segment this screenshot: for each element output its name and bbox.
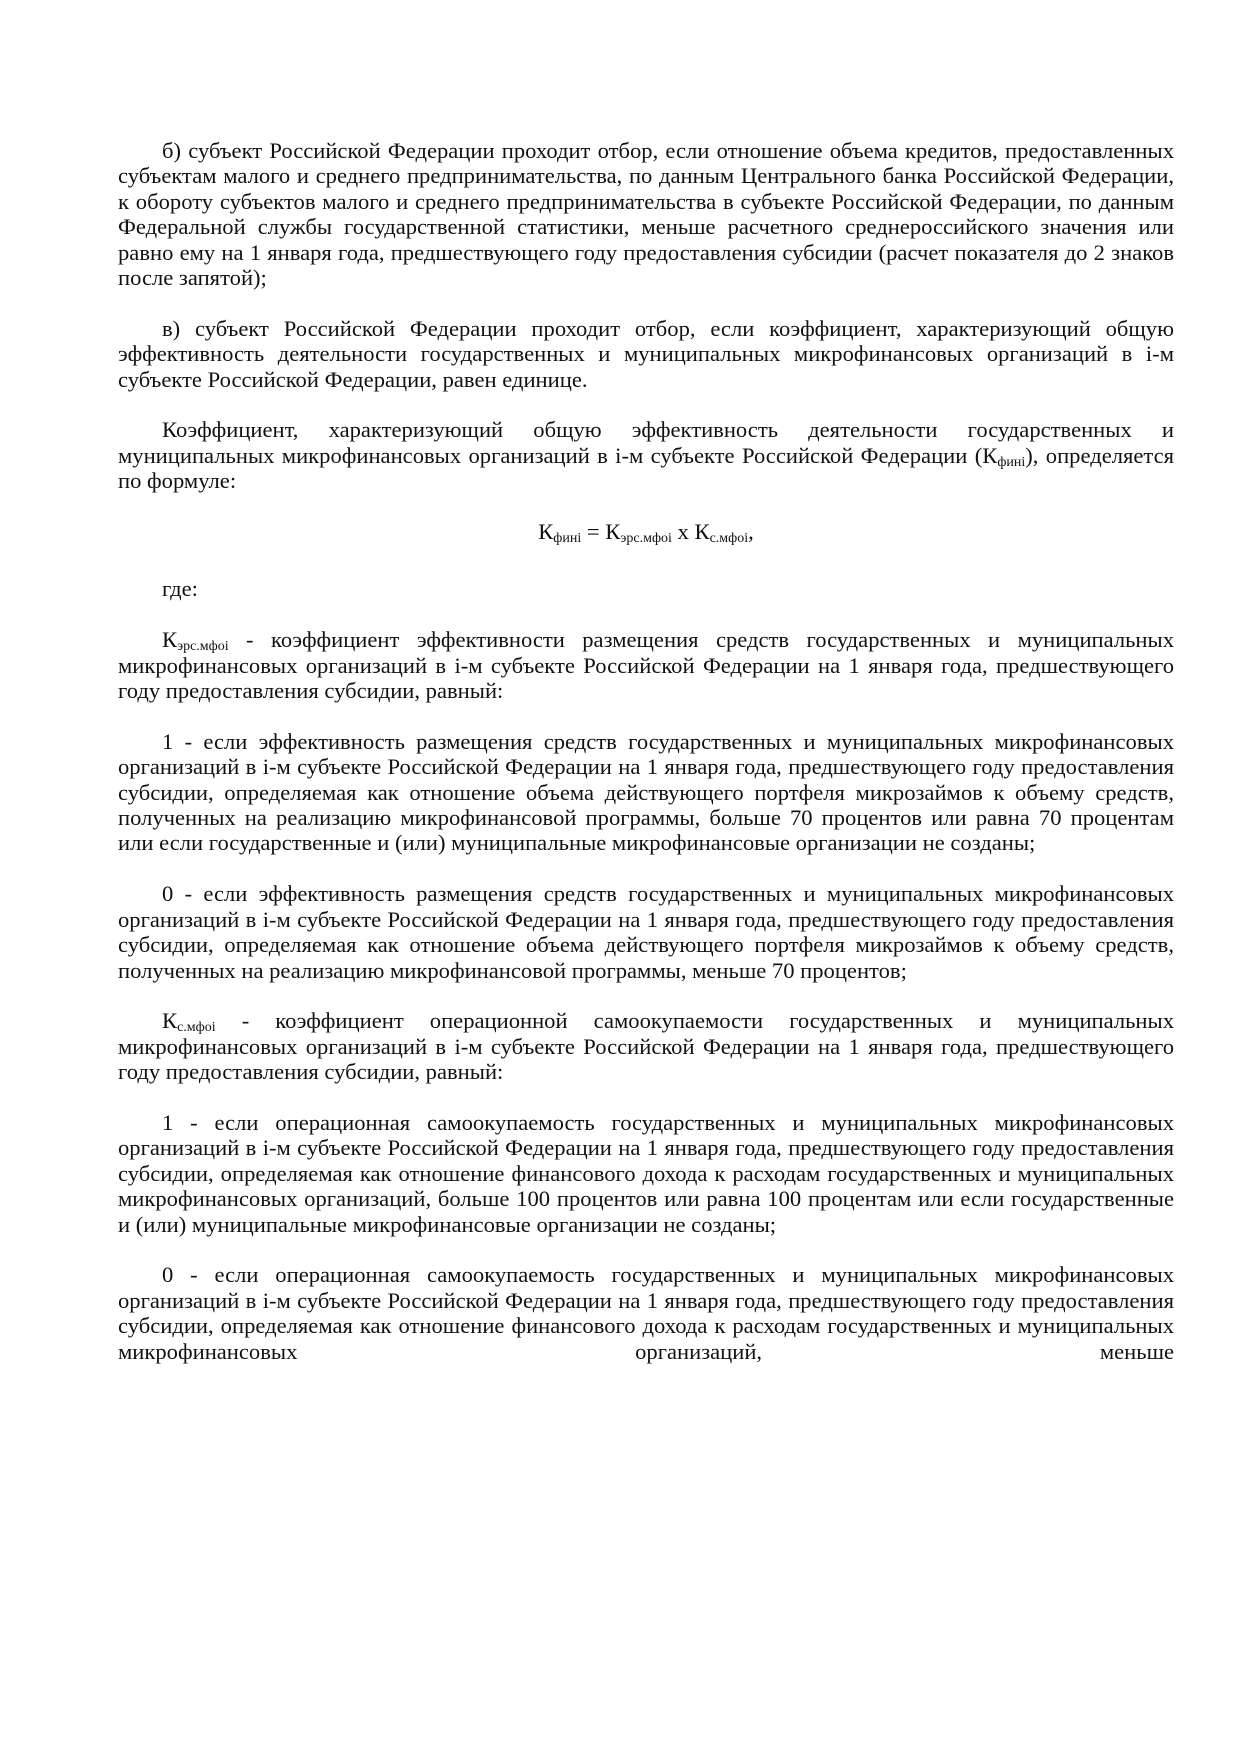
paragraph-ks — [118, 1008, 1174, 1084]
document-page — [118, 138, 1174, 1389]
formula-operator: x — [671, 519, 695, 545]
formula-subscript: финi — [553, 531, 582, 547]
paragraph-coefficient — [118, 417, 1174, 493]
formula-symbol: К — [694, 519, 710, 545]
formula-subscript: эрс.мфоi — [620, 531, 672, 547]
formula — [118, 519, 1174, 547]
symbol: К — [162, 1008, 178, 1034]
paragraph-kers — [118, 627, 1174, 703]
formula-symbol: К — [605, 519, 621, 545]
paragraph-b: б) субъект Российской Федерации проходит отбор, если отношение объема кредитов, предоставленных субъектам малого и среднего предпринимательства, по данным Центрального банка Российской Федерации, к обороту субъектов малого и среднего предпринимательства в субъекте Российской Федерации, по данным Федеральной службы государственной статистики, меньше расчетного среднероссийского значения или равно ему на 1 января года, предшествующего году предоставления субсидии (расчет показателя до 2 знаков после запятой); — [118, 138, 1174, 291]
subscript: эрс.мфоi — [177, 639, 229, 655]
text: Коэффициент, характеризующий общую эффективность деятельности государственных и муниципальных микрофинансовых организаций в i-м субъекте Российской Федерации ( — [118, 417, 1174, 468]
formula-equals: = — [581, 519, 606, 545]
text: - коэффициент операционной самоокупаемости государственных и муниципальных микрофинансовых организаций в i-м субъекте Российской Федерации на 1 января года, предшествующего году предоставления субсидии, равный: — [118, 1008, 1174, 1085]
paragraph-ks-0: 0 - если операционная самоокупаемость государственных и муниципальных микрофинансовых организаций в i-м субъекте Российской Федерации на 1 января года, предшествующего году предоставления субсидии, определяемая как отношение финансового дохода к расходам государственных и муниципальных микрофинансовых организаций, меньше — [118, 1262, 1174, 1364]
formula-subscript: с.мфоi — [709, 531, 749, 547]
paragraph-kers-1: 1 - если эффективность размещения средств государственных и муниципальных микрофинансовых организаций в i-м субъекте Российской Федерации на 1 января года, предшествующего году предоставления субсидии, определяемая как отношение объема действующего портфеля микрозаймов к объему средств, полученных на реализацию микрофинансовой программы, больше 70 процентов или равна 70 процентам или если государственные и (или) муниципальные микрофинансовые организации не созданы; — [118, 728, 1174, 856]
paragraph-ks-1: 1 - если операционная самоокупаемость государственных и муниципальных микрофинансовых организаций в i-м субъекте Российской Федерации на 1 января года, предшествующего году предоставления субсидии, определяемая как отношение финансового дохода к расходам государственных и муниципальных микрофинансовых организаций, больше 100 процентов или равна 100 процентам или если государственные и (или) муниципальные микрофинансовые организации не созданы; — [118, 1109, 1174, 1237]
subscript: финi — [997, 454, 1026, 470]
text: - коэффициент эффективности размещения средств государственных и муниципальных микрофинансовых организаций в i-м субъекте Российской Федерации на 1 января года, предшествующего году предоставления субсидии, равный: — [118, 627, 1174, 704]
paragraph-v: в) субъект Российской Федерации проходит отбор, если коэффициент, характеризующий общую эффективность деятельности государственных и муниципальных микрофинансовых организаций в i-м субъекте Российской Федерации, равен единице. — [118, 315, 1174, 392]
formula-end: , — [748, 519, 754, 545]
symbol: К — [162, 627, 178, 653]
paragraph-where: где: — [162, 576, 198, 602]
symbol: К — [982, 442, 998, 468]
formula-symbol: К — [538, 519, 554, 545]
paragraph-kers-0: 0 - если эффективность размещения средств государственных и муниципальных микрофинансовых организаций в i-м субъекте Российской Федерации на 1 января года, предшествующего году предоставления субсидии, определяемая как отношение объема действующего портфеля микрозаймов к объему средств, полученных на реализацию микрофинансовой программы, меньше 70 процентов; — [118, 881, 1174, 983]
subscript: с.мфоi — [177, 1020, 216, 1036]
text-tail: ), определяется по формуле: — [118, 442, 1174, 494]
